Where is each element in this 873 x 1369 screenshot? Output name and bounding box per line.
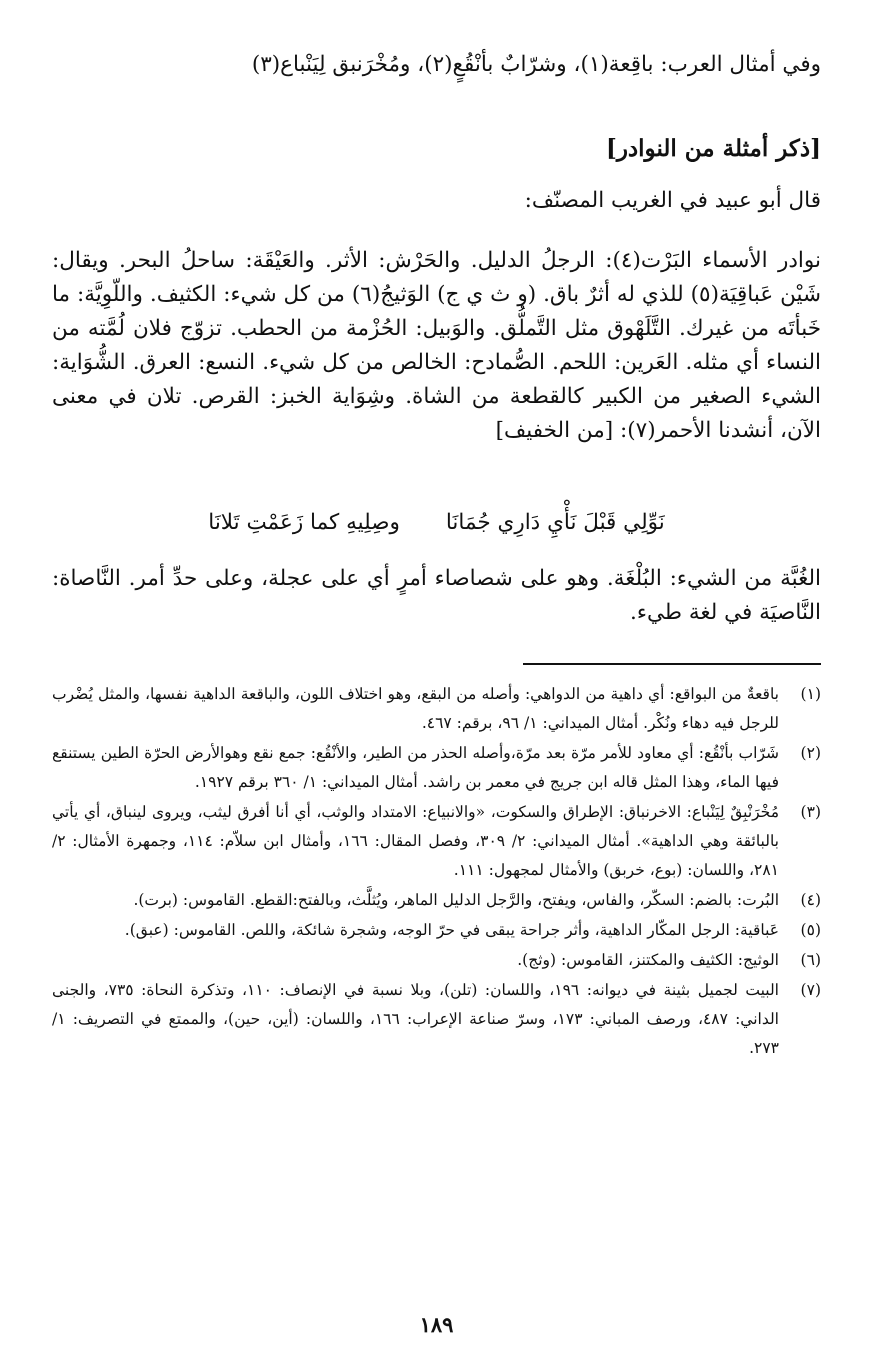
footnote-text: البيت لجميل بثينة في ديوانه: ١٩٦، واللسان: (تلن)، وبلا نسبة في الإنصاف: ١١٠، وتذكرة النحاة: ٧٣٥، والجنى الداني: ٤٨٧، ورصف المباني: ١٧٣، وسرّ صناعة الإعراب: ١٦٦، واللسان: (أين، حين)، والممتع في التصريف: ١/ ٢٧٣. — [52, 981, 779, 1057]
footnote-text: باقعةٌ من البواقع: أي داهية من الدواهي: وأصله من البقع، وهو اختلاف اللون، والباقعة الداهية نفسها، والمثل يُضْرب للرجل فيه دهاء ونُكْر. أمثال الميداني: ١/ ٩٦، برقم: ٤٦٧. — [52, 685, 779, 732]
proverbs-line: وفي أمثال العرب: باقِعة(١)، وشرّابٌ بأنْقُعٍ(٢)، ومُخْرَنبق لِيَنْباع(٣) — [251, 52, 821, 77]
footnote-text: الوثيج: الكثيف والمكتنز، القاموس: (وثج). — [517, 951, 779, 969]
footnote-number: (٦) — [800, 951, 821, 969]
footnote-number: (٥) — [800, 921, 821, 939]
page-number: ١٨٩ — [419, 1312, 454, 1337]
footnote-text: عَباقية: الرجل المكّار الداهية، وأثر جراحة يبقى في حرّ الوجه، وشجرة شائكة، واللص. القاموس: (عبق). — [124, 921, 779, 939]
footnote-text: البُرت: بالضم: السكّر، والفاس، ويفتح، والرَّجل الدليل الماهر، ويُثلَّث، وبالفتح:القطع. القاموس: (برت). — [133, 891, 779, 909]
footnote — [52, 886, 821, 915]
footnote-number: (٢) — [800, 744, 821, 762]
footnote — [52, 739, 821, 797]
book-page — [52, 0, 821, 1369]
closing-paragraph: الغُبَّة من الشيء: البُلْغَة. وهو على شصاصاء أمرٍ أي على عجلة، وعلى حدِّ أمر. النَّاصاة: النَّاصيَة في لغة طيء. — [52, 566, 821, 625]
footnote-number: (٤) — [800, 891, 821, 909]
rare-words-paragraph: نوادر الأسماء البَرْت(٤): الرجلُ الدليل. والحَرْش: الأثر. والعَيْقَة: ساحلُ البحر. ويقال: شَيْن عَباقِيَة(٥) للذي له أثرٌ باق. (و ث ي ج) الوَثيجُ(٦) من كل شيء: الكثيف. واللّوِيَّة: ما خَبأتَه من غيرك. التَّلَهْوق مثل التَّملُّق. والوَبيل: الحُزْمة من الحطب. تزوّج فلان لُمَّته من النساء أي مثله. العَرين: اللحم. الصُّمادح: الخالص من كل شيء. النسع: العرق. الشُّوَاية: الشيء الصغير من الكبير كالقطعة من الشاة. وشِوَاية الخبز: القرص. تلان في معنى الآن، أنشدنا الأحمر(٧): [من الخفيف] — [52, 248, 821, 443]
footnotes — [52, 680, 821, 1064]
footnote-separator — [523, 663, 821, 665]
footnote — [52, 680, 821, 738]
footnote-text: شَرّاب بأنْقُع: أي معاود للأمر مرّة بعد مرّة،وأصله الحذر من الطير، والأنْقُع: جمع نقع وهوالأرض الحرّة الطين يستنقع فيها الماء، وهذا المثل قاله ابن جريج في معمر بن راشد. أمثال الميداني: ١/ ٣٦٠ برقم ١٩٢٧. — [52, 744, 779, 791]
footnote-number: (١) — [800, 685, 821, 703]
footnote — [52, 976, 821, 1063]
poetry-verse — [52, 510, 821, 535]
footnote-number: (٧) — [800, 981, 821, 999]
footnote — [52, 798, 821, 885]
footnote-text: مُخْرَنْبِقٌ لِيَنْباع: الاخرنباق: الإطراق والسكوت، «والانبياع: الامتداد والوثب، أي أنا أفرق ليثب، ويروى لينباق، أي يأتي بالبائقة وهي الداهية». أمثال الميداني: ٢/ ٣٠٩، وفصل المقال: ١٦٦، وأمثال ابن سلاّم: ١١٤، وجمهرة الأمثال: ٢/ ٢٨١، واللسان: (بوع، خربق) والأمثال لمجهول: ١١١. — [52, 803, 779, 879]
footnote — [52, 946, 821, 975]
footnote-number: (٣) — [800, 803, 821, 821]
footnote — [52, 916, 821, 945]
verse-second-hemistich: وصِلِيهِ كما زَعَمْتِ تَلانَا — [208, 510, 400, 535]
verse-first-hemistich: نَوِّلِي قَبْلَ نَأْيِ دَارِي جُمَانَا — [445, 510, 665, 535]
section-heading: [ذكر أمثلة من النوادر] — [605, 135, 821, 162]
intro-line: قال أبو عبيد في الغريب المصنّف: — [524, 188, 821, 213]
